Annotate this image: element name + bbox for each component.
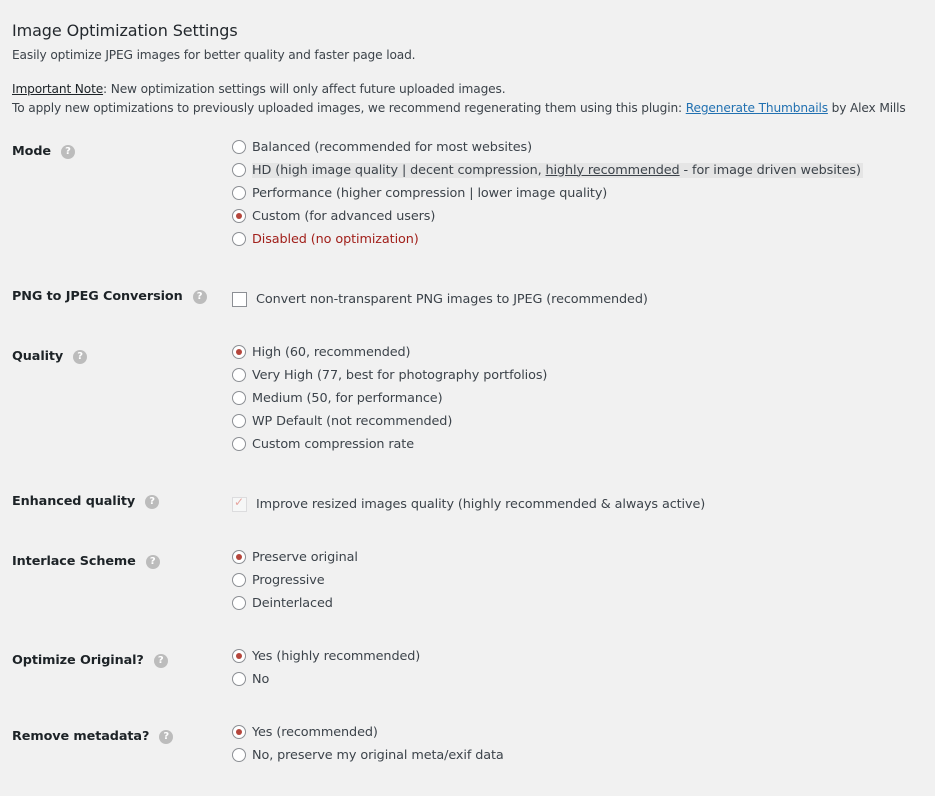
help-icon[interactable]: ?: [146, 555, 160, 569]
optimize-original-label: [12, 653, 168, 668]
radio-button[interactable]: [232, 140, 246, 154]
note-line2: To apply new optimizations to previously uploaded images, we recommend regenerating them using this plugin:: [12, 101, 686, 115]
radio-button-selected[interactable]: [232, 725, 246, 739]
mode-option-custom[interactable]: [232, 207, 435, 225]
remove-metadata-label: [12, 729, 173, 744]
optimize-original-option-yes[interactable]: [232, 647, 420, 665]
intro-text: Easily optimize JPEG images for better quality and faster page load.: [12, 48, 416, 62]
mode-option-performance[interactable]: [232, 184, 607, 202]
radio-button[interactable]: [232, 391, 246, 405]
enhanced-quality-option: [232, 495, 705, 513]
optimize-original-option-label: No: [252, 671, 270, 687]
enhanced-quality-label-text: Enhanced quality: [12, 494, 136, 509]
mode-option-label: Balanced (recommended for most websites): [252, 139, 532, 155]
optimize-original-label-text: Optimize Original?: [12, 653, 144, 668]
quality-option-wp-default[interactable]: [232, 412, 452, 430]
quality-option-label: High (60, recommended): [252, 344, 411, 360]
png-conversion-label-text: PNG to JPEG Conversion: [12, 289, 183, 304]
mode-option-balanced[interactable]: [232, 138, 532, 156]
radio-button[interactable]: [232, 596, 246, 610]
radio-button[interactable]: [232, 672, 246, 686]
mode-option-hd[interactable]: [232, 161, 863, 179]
radio-button[interactable]: [232, 414, 246, 428]
mode-option-label: Performance (higher compression | lower image quality): [252, 185, 608, 201]
radio-button[interactable]: [232, 368, 246, 382]
optimize-original-option-label: Yes (highly recommended): [252, 648, 421, 664]
mode-label: [12, 144, 75, 159]
quality-option-very-high[interactable]: [232, 366, 547, 384]
hd-label-tail: - for image driven websites): [679, 162, 861, 178]
help-icon[interactable]: ?: [73, 350, 87, 364]
quality-option-label: Custom compression rate: [252, 436, 414, 452]
mode-option-label: Custom (for advanced users): [252, 208, 436, 224]
radio-button-selected[interactable]: [232, 345, 246, 359]
radio-button-selected[interactable]: [232, 209, 246, 223]
png-conversion-option[interactable]: [232, 290, 648, 308]
quality-option-custom[interactable]: [232, 435, 414, 453]
help-icon[interactable]: ?: [61, 145, 75, 159]
optimize-original-option-no[interactable]: [232, 670, 269, 688]
note-label: Important Note: [12, 82, 104, 96]
radio-button-selected[interactable]: [232, 649, 246, 663]
interlace-option-preserve[interactable]: [232, 548, 358, 566]
png-conversion-checkbox[interactable]: [232, 292, 247, 307]
radio-button[interactable]: [232, 748, 246, 762]
png-conversion-checkbox-label: Convert non-transparent PNG images to JPEG (recommended): [256, 291, 648, 307]
help-icon[interactable]: ?: [193, 290, 207, 304]
hd-label-start: HD (high image quality | decent compression,: [252, 162, 546, 178]
quality-option-medium[interactable]: [232, 389, 442, 407]
quality-option-high[interactable]: [232, 343, 410, 361]
quality-label: [12, 349, 87, 364]
radio-button[interactable]: [232, 232, 246, 246]
interlace-option-label: Progressive: [252, 572, 325, 588]
important-note: [12, 80, 906, 118]
hd-label-emphasis: highly recommended: [545, 162, 680, 178]
interlace-option-label: Preserve original: [252, 549, 358, 565]
radio-button[interactable]: [232, 573, 246, 587]
page-title: Image Optimization Settings: [12, 20, 238, 40]
interlace-option-progressive[interactable]: [232, 571, 325, 589]
remove-metadata-option-no[interactable]: [232, 746, 504, 764]
remove-metadata-option-yes[interactable]: [232, 723, 378, 741]
quality-label-text: Quality: [12, 349, 64, 364]
quality-option-label: WP Default (not recommended): [252, 413, 453, 429]
radio-button[interactable]: [232, 437, 246, 451]
interlace-option-label: Deinterlaced: [252, 595, 333, 611]
help-icon[interactable]: ?: [154, 654, 168, 668]
remove-metadata-option-label: Yes (recommended): [252, 724, 378, 740]
mode-label-text: Mode: [12, 144, 51, 159]
enhanced-quality-label: [12, 494, 159, 509]
radio-button[interactable]: [232, 186, 246, 200]
remove-metadata-option-label: No, preserve my original meta/exif data: [252, 747, 504, 763]
radio-button-selected[interactable]: [232, 550, 246, 564]
interlace-label: [12, 554, 160, 569]
mode-option-label: Disabled (no optimization): [252, 231, 419, 247]
plugin-author: by Alex Mills: [827, 101, 906, 115]
interlace-label-text: Interlace Scheme: [12, 554, 136, 569]
note-text: : New optimization settings will only affect future uploaded images.: [103, 82, 506, 96]
interlace-option-deinterlaced[interactable]: [232, 594, 333, 612]
quality-option-label: Medium (50, for performance): [252, 390, 443, 406]
help-icon[interactable]: ?: [145, 495, 159, 509]
help-icon[interactable]: ?: [159, 730, 173, 744]
radio-button[interactable]: [232, 163, 246, 177]
enhanced-quality-checkbox: [232, 497, 247, 512]
remove-metadata-label-text: Remove metadata?: [12, 729, 150, 744]
quality-option-label: Very High (77, best for photography portfolios): [252, 367, 548, 383]
png-conversion-label: [12, 289, 207, 304]
regenerate-thumbnails-link[interactable]: Regenerate Thumbnails: [685, 101, 828, 115]
mode-option-disabled[interactable]: [232, 230, 419, 248]
mode-option-label: [252, 163, 863, 178]
enhanced-quality-checkbox-label: Improve resized images quality (highly recommended & always active): [256, 496, 706, 512]
